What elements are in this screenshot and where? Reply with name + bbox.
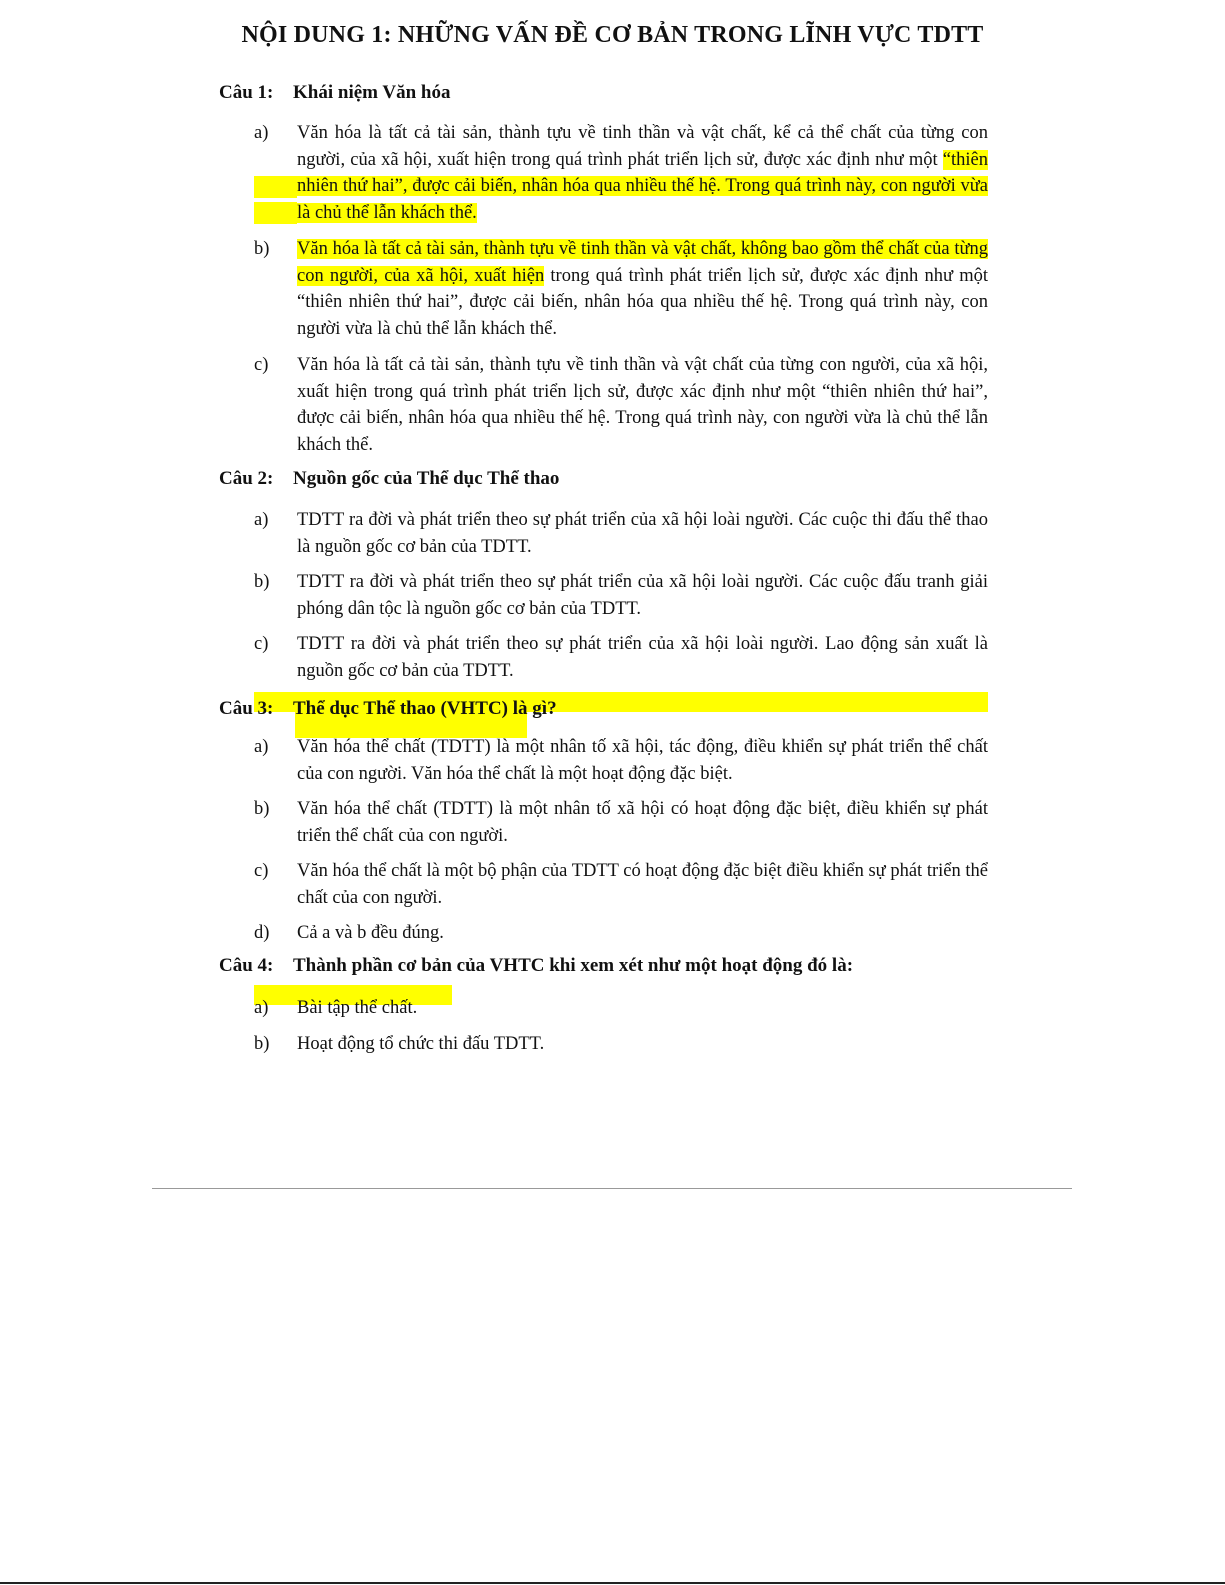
question-heading (219, 468, 559, 490)
option-label: b) (254, 799, 270, 819)
option-label: a) (254, 510, 269, 530)
page-title: NỘI DUNG 1: NHỮNG VẤN ĐỀ CƠ BẢN TRONG LĨNH VỰC TDTT (241, 22, 984, 48)
option-text: Hoạt động tổ chức thi đấu TDTT. (297, 1034, 545, 1054)
option-label: b) (254, 1034, 270, 1054)
question-number: Câu 3: (219, 698, 274, 719)
option-text: Văn hóa thể chất (TDTT) là một nhân tố xã hội, tác động, điều khiển sự phát triển thể chất của con người. Văn hóa thể chất là một hoạt động đặc biệt. (297, 737, 988, 784)
option-text-tail: trong quá trình phát triển lịch sử, được xác định như một “thiên nhiên thứ hai”, được cải biến, nhân hóa qua nhiều thế hệ. Trong quá trình này, con người vừa là chủ thể lẫn khách thể. (297, 265, 989, 339)
answer-option (254, 569, 988, 622)
option-label: c) (254, 355, 269, 375)
option-text: Cả a và b đều đúng. (297, 923, 444, 943)
option-text: Văn hóa là tất cả tài sản, thành tựu về tinh thần và vật chất, kể cả thể chất của từng con người, của xã hội, xuất hiện trong quá trình phát triển lịch sử, được xác định như một (297, 123, 988, 170)
question-heading (219, 955, 853, 977)
option-label: c) (254, 861, 269, 881)
page-divider (152, 1188, 1072, 1189)
option-label: d) (254, 923, 270, 943)
option-text-highlighted: Văn hóa là tất cả tài sản, thành tựu về tinh thần và vật chất, không bao gồm thể chất của từng con người, của xã hội, xuất hiện (297, 239, 988, 286)
answer-option (254, 1031, 988, 1058)
question-number: Câu 1: (219, 82, 274, 103)
question-text: Thành phần cơ bản của VHTC khi xem xét như một hoạt động đó là: (293, 955, 854, 976)
question-heading (219, 698, 557, 720)
option-label: a) (254, 123, 269, 143)
option-text: TDTT ra đời và phát triển theo sự phát triển của xã hội loài người. Các cuộc thi đấu thể thao là nguồn gốc cơ bản của TDTT. (297, 510, 988, 557)
page-bottom-edge (0, 1582, 1225, 1584)
option-text: Văn hóa thể chất (TDTT) là một nhân tố xã hội có hoạt động đặc biệt, điều khiển sự phát triển thể chất của con người. (297, 799, 988, 846)
option-label: b) (254, 572, 270, 592)
question-number: Câu 4: (219, 955, 274, 976)
answer-option (254, 858, 988, 911)
answer-option (254, 920, 988, 947)
option-label: a) (254, 737, 269, 757)
question-number: Câu 2: (219, 468, 274, 489)
option-text: Bài tập thể chất. (297, 998, 418, 1018)
option-text: TDTT ra đời và phát triển theo sự phát triển của xã hội loài người. Các cuộc đấu tranh giải phóng dân tộc là nguồn gốc cơ bản của TDTT. (297, 572, 988, 619)
answer-option (254, 236, 988, 342)
answer-option (254, 352, 988, 458)
option-text: Văn hóa là tất cả tài sản, thành tựu về tinh thần và vật chất của từng con người, của xã hội, xuất hiện trong quá trình phát triển lịch sử, được xác định như một “thiên nhiên thứ hai”, được cải biến, nhân hóa qua nhiều thế hệ. Trong quá trình này, con người vừa là chủ thể lẫn khách thể. (297, 355, 988, 455)
option-label: c) (254, 634, 269, 654)
option-text-highlighted: “thiên nhiên thứ hai”, được cải biến, nhân hóa qua nhiều thế hệ. Trong quá trình này, con người vừa là chủ thể lẫn khách thể. (297, 149, 988, 223)
question-heading (219, 82, 451, 104)
answer-option (254, 734, 988, 787)
question-text: Thể dục Thể thao (VHTC) là gì? (293, 698, 557, 719)
question-text: Nguồn gốc của Thể dục Thể thao (293, 468, 560, 489)
answer-option (254, 120, 988, 226)
option-label: a) (254, 998, 269, 1018)
answer-option (254, 507, 988, 560)
question-text: Khái niệm Văn hóa (293, 82, 451, 103)
answer-option (254, 995, 988, 1022)
option-label: b) (254, 239, 270, 259)
answer-option (254, 631, 988, 684)
option-text: Văn hóa thể chất là một bộ phận của TDTT có hoạt động đặc biệt điều khiển sự phát triển thể chất của con người. (297, 861, 988, 908)
option-text: TDTT ra đời và phát triển theo sự phát triển của xã hội loài người. Lao động sản xuất là nguồn gốc cơ bản của TDTT. (297, 634, 988, 681)
answer-option (254, 796, 988, 849)
